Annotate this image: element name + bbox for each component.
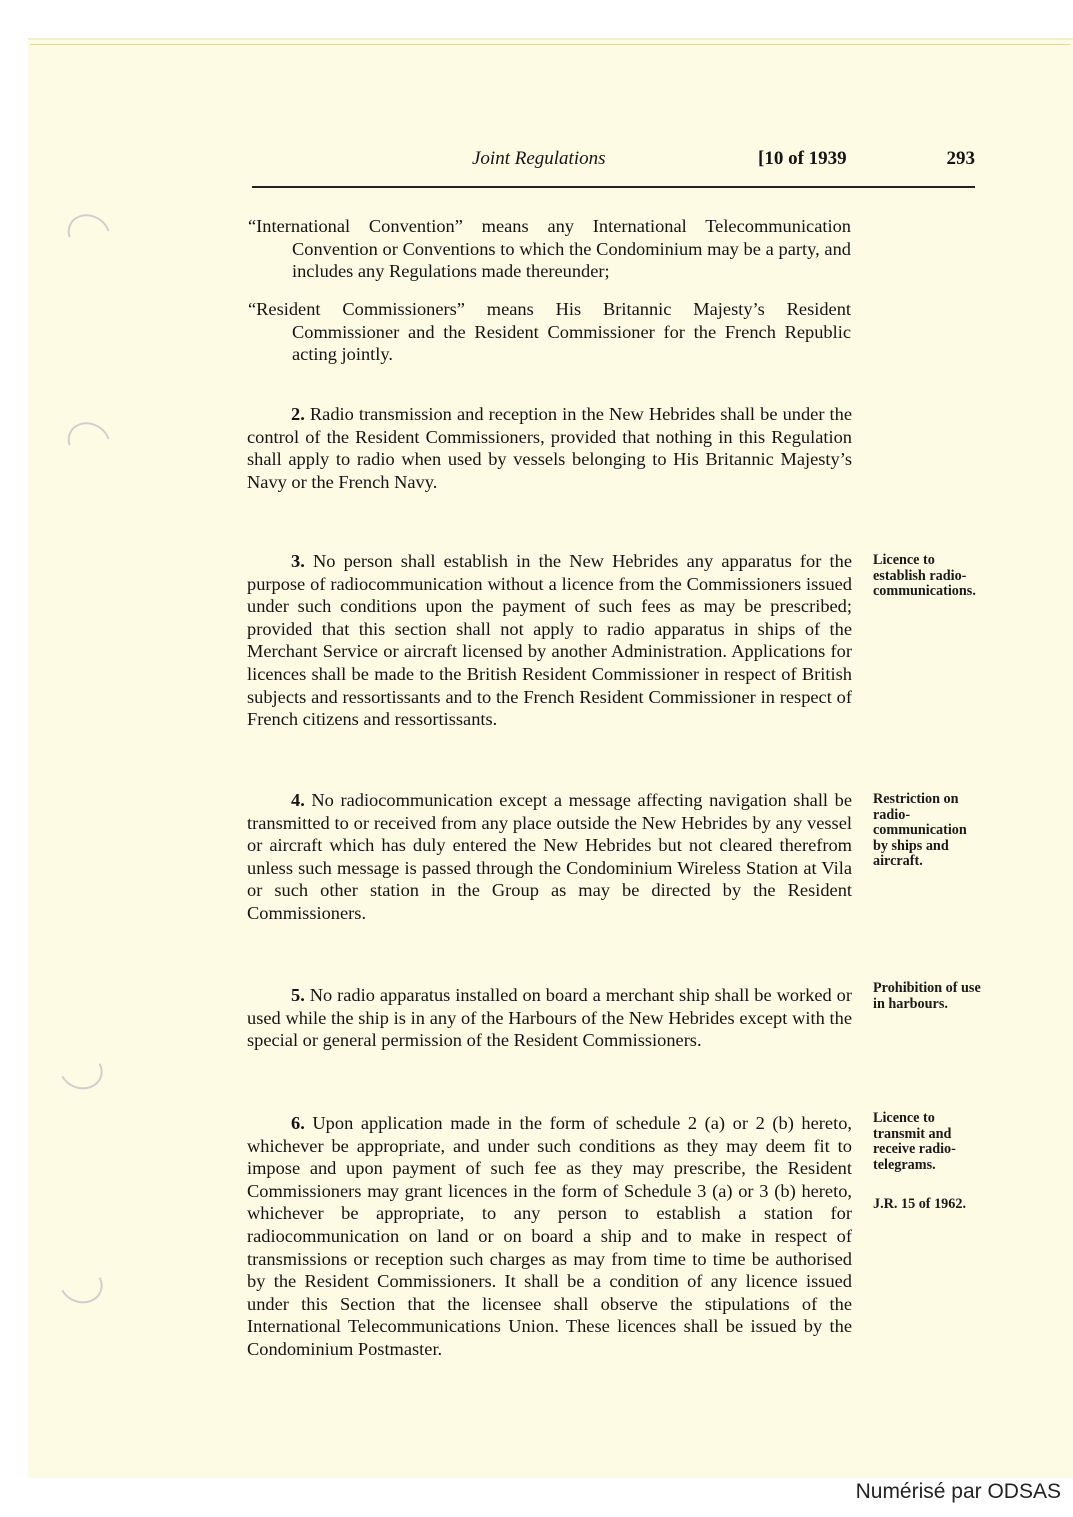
margin-note-amendment-ref: J.R. 15 of 1962. xyxy=(873,1196,967,1212)
section-number: 2. xyxy=(291,404,305,424)
page-header xyxy=(250,148,975,176)
section-number: 5. xyxy=(291,985,305,1005)
section-number: 3. xyxy=(291,551,305,571)
section-text: Radio transmission and reception in the New Hebrides shall be under the control of the Resident Commissioners, provided that nothing in this Regulation shall apply to radio when used by vessels belonging to His Britannic Majesty’s Navy or the French Navy. xyxy=(247,404,852,492)
section-6 xyxy=(247,1112,852,1361)
margin-note-prohibition: Prohibition of use in harbours. xyxy=(873,980,981,1012)
page-number: 293 xyxy=(946,148,975,169)
margin-note-licence-to-establish: Licence to establish radio-communications. xyxy=(873,552,976,599)
section-text: Upon application made in the form of schedule 2 (a) or 2 (b) hereto, whichever be appropriate, and under such conditions as they may deem fit to impose and upon payment of such fee as they may prescribe, the Resident Commissioners may grant licences in the form of Schedule 3 (a) or 3 (b) hereto, whichever be appropriate, to any person to establish a station for radiocommunication on land or on board a ship and to make in respect of transmissions or reception such charges as may from time to time be authorised by the Resident Commissioners. It shall be a condition of any licence issued under this Section that the licensee shall observe the stipulations of the International Telecommunications Union. These licences shall be issued by the Condominium Postmaster. xyxy=(247,1113,852,1359)
header-rule xyxy=(252,186,975,188)
section-2 xyxy=(247,403,852,493)
section-text: No radiocommunication except a message affecting navigation shall be transmitted to or received from any place outside the New Hebrides by any vessel or aircraft which has duly entered the New Hebrides but not cleared therefrom unless such message is passed through the Condominium Wireless Station at Vila or such other station in the Group as may be directed by the Resident Commissioners. xyxy=(247,790,852,923)
section-4 xyxy=(247,789,852,925)
running-title: Joint Regulations xyxy=(472,148,606,169)
digitization-credit: Numérisé par ODSAS xyxy=(855,1480,1061,1503)
section-3 xyxy=(247,550,852,731)
section-number: 4. xyxy=(291,790,305,810)
section-5 xyxy=(247,984,852,1052)
margin-note-licence-to-transmit: Licence to transmit and receive radio-telegrams. xyxy=(873,1110,956,1173)
regulation-reference: [10 of 1939 xyxy=(758,148,847,169)
definition-resident-commissioners: “Resident Commissioners” means His Britannic Majesty’s Resident Commissioner and the Resident Commissioner for the French Republic acting jointly. xyxy=(248,299,851,365)
page-edge xyxy=(30,44,1070,45)
margin-note-restriction: Restriction on radio-communication by ships and aircraft. xyxy=(873,791,967,869)
section-text: No person shall establish in the New Hebrides any apparatus for the purpose of radiocommunication without a licence from the Commissioners issued under such conditions upon the payment of such fees as may be prescribed; provided that this section shall not apply to radio apparatus in ships of the Merchant Service or aircraft licensed by another Administration. Applications for licences shall be made to the British Resident Commissioner in respect of British subjects and ressortissants and to the French Resident Commissioner in respect of French citizens and ressortissants. xyxy=(247,551,852,730)
section-text: No radio apparatus installed on board a merchant ship shall be worked or used while the ship is in any of the Harbours of the New Hebrides except with the special or general permission of the Resident Commissioners. xyxy=(247,985,852,1051)
section-number: 6. xyxy=(291,1113,305,1133)
definition-international-convention: “International Convention” means any International Telecommunication Convention or Conventions to which the Condominium may be a party, and includes any Regulations made thereunder; xyxy=(248,216,851,282)
